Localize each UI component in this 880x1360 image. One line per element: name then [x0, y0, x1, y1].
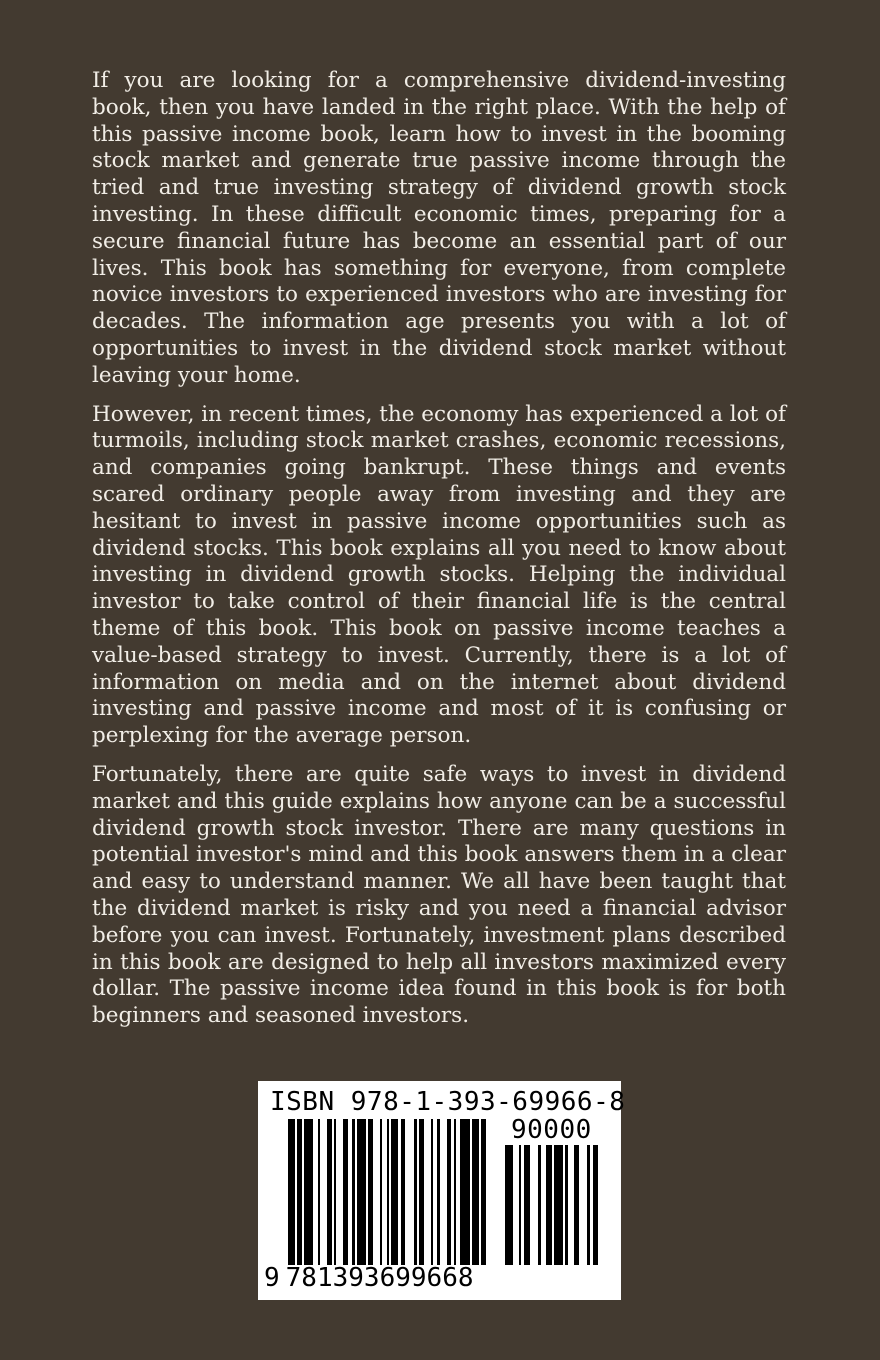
barcode-bar: [454, 1119, 456, 1265]
blurb-paragraph-3: Fortunately, there are quite safe ways to invest in dividend market and this guide explains how anyone can be a successful dividend growth stock investor. There are many questions in potential investor's mind and this book answers them in a clear and easy to understand manner. We all have been taught that the dividend market is risky and you need a financial advisor before you can invest. Fortunately, investment plans described in this book are designed to help all investors maximized every dollar. The passive income idea found in this book is for both beginners and seasoned investors.: [92, 761, 786, 1029]
barcode-lead-digit: 9: [264, 1263, 280, 1293]
barcode-bar: [481, 1119, 486, 1265]
price-code: 90000: [511, 1115, 592, 1145]
barcode-bar: [437, 1119, 439, 1265]
ean13-bars: [288, 1119, 488, 1265]
barcode-bar: [431, 1119, 433, 1265]
barcode-bar: [297, 1119, 302, 1265]
barcode-bar: [387, 1119, 389, 1265]
barcode-bar: [380, 1119, 382, 1265]
barcode-bar: [318, 1119, 320, 1265]
barcode-bar: [593, 1145, 598, 1265]
blurb-paragraph-1: If you are looking for a comprehensive dividend-investing book, then you have landed in the right place. With the help of this passive income book, learn how to invest in the booming stock market and generate true passive income through the tried and true investing strategy of dividend growth stock investing. In these difficult economic times, preparing for a secure financial future has become an essential part of our lives. This book has something for everyone, from complete novice investors to experienced investors who are investing for decades. The information age presents you with a lot of opportunities to invest in the dividend stock market without leaving your home.: [92, 68, 786, 388]
barcode-bar: [460, 1119, 469, 1265]
barcode-bar: [368, 1119, 373, 1265]
blurb-text: [92, 68, 786, 1042]
barcode-bar: [554, 1145, 562, 1265]
barcode-bar: [334, 1119, 336, 1265]
barcode-bar: [352, 1119, 354, 1265]
barcode-bar: [538, 1145, 541, 1265]
isbn-barcode: [258, 1081, 626, 1300]
barcode-bar: [565, 1145, 568, 1265]
addon-bars: [505, 1145, 601, 1265]
barcode-bar: [414, 1119, 416, 1265]
barcode-digits: [264, 1263, 474, 1293]
barcode-bar: [574, 1145, 579, 1265]
isbn-label: ISBN 978-1-393-69966-8: [270, 1087, 626, 1117]
barcode-digit-string: 781393699668: [285, 1263, 474, 1293]
blurb-paragraph-2: However, in recent times, the economy has experienced a lot of turmoils, including stock market crashes, economic recessions, and companies going bankrupt. These things and events scared ordinary people away from investing and they are hesitant to invest in passive income opportunities such as dividend stocks. This book explains all you need to know about investing in dividend growth stocks. Helping the individual investor to take control of their financial life is the central theme of this book. This book on passive income teaches a value-based strategy to invest. Currently, there is a lot of information on media and on the internet about dividend investing and passive income and most of it is confusing or perplexing for the average person.: [92, 401, 786, 749]
barcode-bar: [327, 1119, 332, 1265]
barcode-bar: [357, 1119, 366, 1265]
barcode-bar: [546, 1145, 551, 1265]
barcode-bar: [401, 1119, 406, 1265]
barcode-bar: [447, 1119, 452, 1265]
barcode-bar: [587, 1145, 590, 1265]
barcode-bar: [343, 1119, 348, 1265]
barcode-bar: [304, 1119, 313, 1265]
barcode-bar: [519, 1145, 522, 1265]
barcode-bar: [419, 1119, 424, 1265]
barcode-bar: [505, 1145, 513, 1265]
barcode-bar: [472, 1119, 479, 1265]
barcode-bar: [524, 1145, 529, 1265]
barcode-bar: [288, 1119, 295, 1265]
barcode-bar: [391, 1119, 398, 1265]
